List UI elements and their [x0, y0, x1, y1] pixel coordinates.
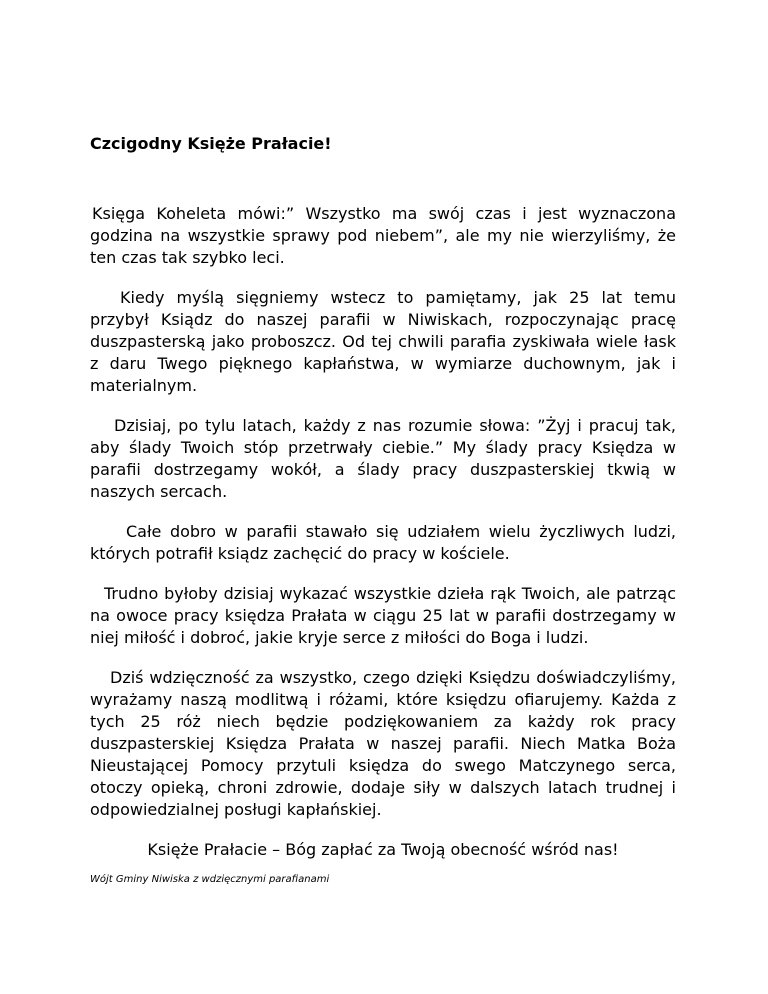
paragraph-goodness: Całe dobro w parafii stawało się udziałem wielu życzliwych ludzi, których potrafił ksiądz zachęcić do pracy w kościele.	[90, 522, 676, 563]
paragraph-footprints: Dzisiaj, po tylu latach, każdy z nas rozumie słowa: ”Żyj i pracuj tak, aby ślady Twoich stóp przetrwały ciebie.” My ślady pracy Księdza w parafii dostrzegamy wokół, a ślady pracy duszpasterskiej tkwią w naszych sercach.	[90, 416, 676, 501]
letter-greeting: Czcigodny Księże Prałacie!	[90, 134, 332, 153]
paragraph-works: Trudno byłoby dzisiaj wykazać wszystkie dzieła rąk Twoich, ale patrząc na owoce pracy księdza Prałata w ciągu 25 lat w parafii dostrzegamy w niej miłość i dobroć, jakie kryje serce z miłości do Boga i ludzi.	[90, 584, 676, 647]
paragraph-koheleta: Księga Koheleta mówi:” Wszystko ma swój czas i jest wyznaczona godzina na wszystkie sprawy pod niebem”, ale my nie wierzyliśmy, że ten czas tak szybko leci.	[90, 204, 676, 267]
letter-body	[90, 203, 676, 887]
paragraph-gratitude: Dziś wdzięczność za wszystko, czego dzięki Księdzu doświadczyliśmy, wyrażamy naszą modlitwą i różami, które księdzu ofiarujemy. Każda z tych 25 róż niech będzie podziękowaniem za każdy rok pracy duszpasterskiej Księdza Prałata w naszej parafii. Niech Matka Boża Nieustającej Pomocy przytuli księdza do swego Matczynego serca, otoczy opieką, chroni zdrowie, dodaje siły w dalszych latach trudnej i odpowiedzialnej posługi kapłańskiej.	[90, 668, 676, 819]
letter-closing: Księże Prałacie – Bóg zapłać za Twoją obecność wśród nas!	[147, 840, 619, 859]
letter-signature: Wójt Gminy Niwiska z wdzięcznymi parafianami	[90, 874, 330, 885]
paragraph-memories: Kiedy myślą sięgniemy wstecz to pamiętamy, jak 25 lat temu przybył Ksiądz do naszej parafii w Niwiskach, rozpoczynając pracę duszpasterską jako proboszcz. Od tej chwili parafia zyskiwała wiele łask z daru Twego pięknego kapłaństwa, w wymiarze duchownym, jak i materialnym.	[90, 288, 676, 395]
